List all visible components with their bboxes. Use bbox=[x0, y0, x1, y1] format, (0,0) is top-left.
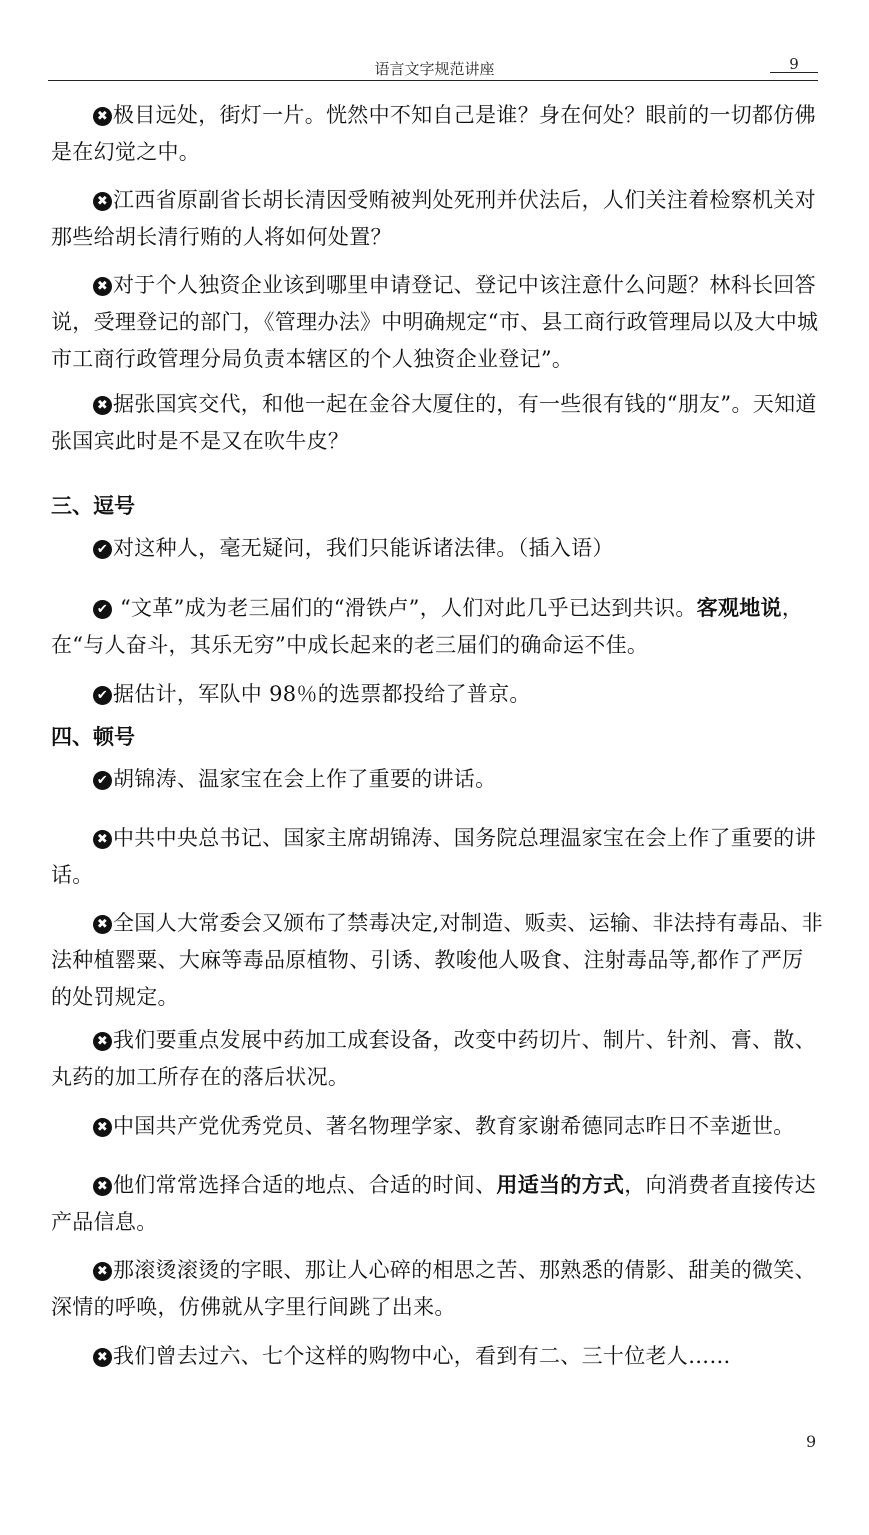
example-paragraph: ✔ 胡锦涛、温家宝在会上作了重要的讲话。 bbox=[51, 761, 823, 798]
example-paragraph: ✖ 中共中央总书记、国家主席胡锦涛、国务院总理温家宝在会上作了重要的讲话。 bbox=[51, 826, 816, 887]
example-paragraph: ✖ 对于个人独资企业该到哪里申请登记、登记中该注意什么问题？林科长回答说，受理登记的部门，《管理办法》中明确规定“市、县工商行政管理局以及大中城市工商行政管理分局负责本辖区的个人独资企业登记”。 bbox=[51, 273, 819, 371]
wrong-mark-icon: ✖ bbox=[93, 1348, 112, 1367]
example-paragraph: ✖ 中国共产党优秀党员、著名物理学家、教育家谢希德同志昨日不幸逝世。 bbox=[51, 1108, 823, 1145]
bold-phrase: 客观地说 bbox=[696, 595, 782, 620]
check-mark-icon: ✔ bbox=[93, 686, 112, 705]
example-paragraph: ✔ “文革”成为老三届们的“滑铁卢”，人们对此几乎已达到共识。客观地说，在“与人奋斗，其乐无穷”中成长起来的老三届们的确命运不佳。 bbox=[51, 595, 804, 657]
wrong-mark-icon: ✖ bbox=[93, 1118, 112, 1137]
example-paragraph: ✖ 他们常常选择合适的地点、合适的时间、用适当的方式，向消费者直接传达产品信息。 bbox=[51, 1172, 816, 1234]
wrong-mark-icon: ✖ bbox=[93, 915, 112, 934]
example-paragraph: ✖ 那滚烫滚烫的字眼、那让人心碎的相思之苦、那熟悉的倩影、甜美的微笑、深情的呼唤，仿佛就从字里行间跳了出来。 bbox=[51, 1258, 816, 1319]
wrong-mark-icon: ✖ bbox=[93, 1032, 112, 1051]
wrong-mark-icon: ✖ bbox=[93, 396, 112, 415]
example-paragraph: ✔ 对这种人，毫无疑问，我们只能诉诸法律。（插入语） bbox=[51, 530, 823, 567]
example-paragraph: ✔ 据估计，军队中 98％的选票都投给了普京。 bbox=[51, 676, 823, 713]
section-heading-comma: 三、逗号 bbox=[51, 493, 135, 518]
wrong-mark-icon: ✖ bbox=[93, 1262, 112, 1281]
check-mark-icon: ✔ bbox=[93, 771, 112, 790]
example-paragraph: ✖ 我们曾去过六、七个这样的购物中心，看到有二、三十位老人…… bbox=[51, 1338, 823, 1375]
wrong-mark-icon: ✖ bbox=[93, 830, 112, 849]
wrong-mark-icon: ✖ bbox=[93, 1177, 112, 1196]
check-mark-icon: ✔ bbox=[93, 600, 112, 619]
example-paragraph: ✖ 全国人大常委会又颁布了禁毒决定,对制造、贩卖、运输、非法持有毒品、非法种植罂粟、大麻等毒品原植物、引诱、教唆他人吸食、注射毒品等,都作了严厉的处罚规定。 bbox=[51, 911, 823, 1009]
example-paragraph: ✖ 据张国宾交代，和他一起在金谷大厦住的，有一些很有钱的“朋友”。天知道张国宾此时是不是又在吹牛皮？ bbox=[51, 392, 817, 453]
example-paragraph: ✖ 我们要重点发展中药加工成套设备，改变中药切片、制片、针剂、膏、散、丸药的加工所存在的落后状况。 bbox=[51, 1028, 816, 1089]
example-paragraph: ✖ 江西省原副省长胡长清因受贿被判处死刑并伏法后，人们关注着检察机关对那些给胡长清行贿的人将如何处置？ bbox=[51, 188, 816, 249]
header-rule bbox=[48, 80, 818, 81]
bold-phrase: 用适当的方式 bbox=[496, 1172, 625, 1197]
wrong-mark-icon: ✖ bbox=[93, 107, 112, 126]
header-title: 语言文字规范讲座 bbox=[374, 60, 495, 78]
example-paragraph: ✖ 极目远处，街灯一片。恍然中不知自己是谁？身在何处？眼前的一切都仿佛是在幻觉之中。 bbox=[51, 103, 816, 164]
header-page-number: 9 bbox=[770, 56, 818, 73]
wrong-mark-icon: ✖ bbox=[93, 277, 112, 296]
check-mark-icon: ✔ bbox=[93, 540, 112, 559]
section-heading-dunhao: 四、顿号 bbox=[51, 724, 135, 749]
footer-page-number: 9 bbox=[806, 1432, 817, 1451]
wrong-mark-icon: ✖ bbox=[93, 192, 112, 211]
